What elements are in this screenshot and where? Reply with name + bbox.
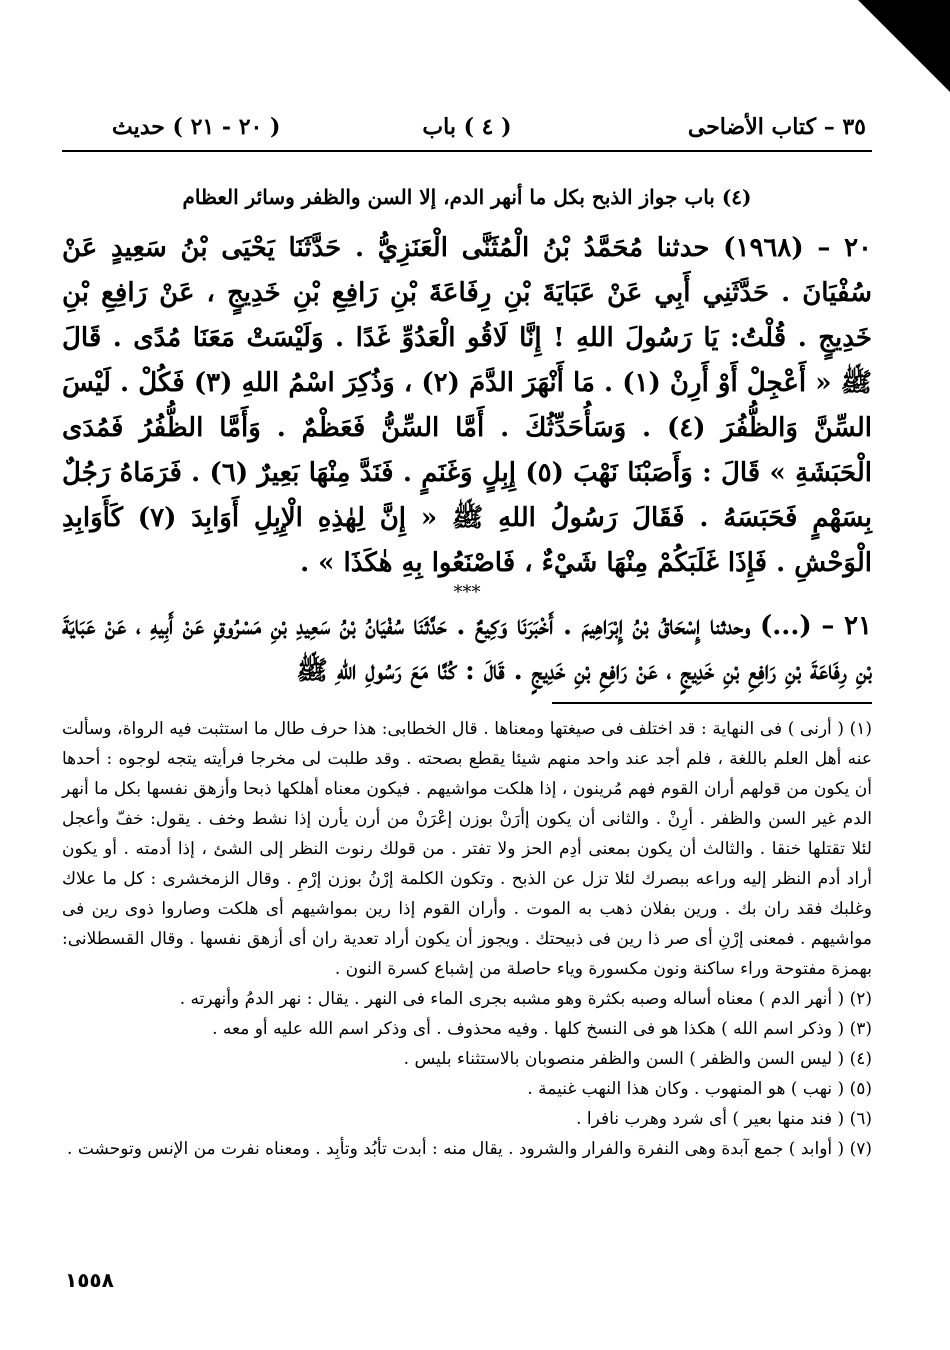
footnote-3: (٣) ( وذكر اسم الله ) هكذا هو فى النسخ كلها . وفيه محذوف . أى وذكر اسم الله عليه أو معه . — [212, 1019, 872, 1039]
footnote-rule — [552, 702, 872, 704]
hadith-21: ٢١ – (...) وحدثنا إِسْحَاقُ بْنُ إِبْرَاهِيمَ . أَخْبَرَنَا وَكِيعٌ . حَدَّثَنَا سُفْيَانُ بْنُ سَعِيدِ بْنِ مَسْرُوقٍ عَنْ أَبِيهِ ، عَنْ عَبَايَةَ بْنِ رِفَاعَةَ بْنِ رَافِعِ بْنِ خَدِيجٍ ، عَنْ رَافِعِ بْنِ خَدِيجٍ . قَالَ : كُنَّا مَعَ رَسُولِ اللهِ ﷺ — [62, 611, 872, 686]
header-hadith-range: ( ٢٠ - ٢١ ) حديث — [112, 114, 281, 140]
section-separator: *** — [453, 582, 481, 603]
header-chapter: ( ٤ ) باب — [422, 114, 512, 140]
footnote-2: (٢) ( أنهر الدم ) معناه أساله وصبه بكثرة وهو مشبه بجرى الماء فى النهر . يقال : نهر الدمُ وأنهرته . — [179, 989, 872, 1009]
footnote-1: (١) ( أرنى ) فى النهاية : قد اختلف فى صيغتها ومعناها . قال الخطابى: هذا حرف طال ما استثبت فيه الرواة، وسألت عنه أهل العلم باللغة ، فلم أجد عند واحد منهم شيئا يقطع بصحته . وقد طلبت لى مخرجا فرأيته يتجه لوجوه : أحدها أن يكون من قولهم أران القوم فهم مُرينون ، إذا هلكت مواشيهم . فيكون معناه أهلكها ذبحا وأزهق نفسها بكل ما أنهر الدم غير السن والظفر . أرِنْ . والثانى أن يكون إأرَنْ بوزن إعْرَنْ من أرن يأرن إذا نشط وخف . يقول: خفّ وأعجل لئلا تقتلها خنقا . والثالث أن يكون بمعنى أدِم الحز ولا تفتر . من قولك رنوت النظر إلى الشئ ، إذا أدمته . أو يكون أراد أدم النظر إليه وراعه ببصرك لئلا تزل عن الذبح . وتكون الكلمة إرْنُ بوزن إرْمِ . وقال الزمخشرى : كل ما علاك وغلبك فقد ران بك . ورين بفلان ذهب به الموت . وأران القوم إذا رين بمواشيهم أى هلكت وصاروا ذوى رين فى مواشيهم . فمعنى إرْنِ أى صر ذا رين فى ذبيحتك . ويجوز أن يكون أراد تعدية ران أى أزهق نفسها . وقال القسطلانى: بهمزة مفتوحة وراء ساكنة ونون مكسورة وياء حاصلة من إشباع كسرة النون . — [62, 719, 872, 979]
page-corner-mark — [858, 0, 950, 92]
header-book-title: ٣٥ – كتاب الأضاحى — [687, 114, 866, 140]
footnotes — [62, 714, 872, 1164]
page-number: ١٥٥٨ — [65, 1268, 114, 1292]
footnote-6: (٦) ( فند منها بعير ) أى شرد وهرب نافرا . — [576, 1109, 872, 1129]
footnote-5: (٥) ( نهب ) هو المنهوب . وكان هذا النهب غنيمة . — [527, 1079, 872, 1099]
running-header — [62, 110, 872, 152]
footnote-7: (٧) ( أوابد ) جمع آبدة وهى النفرة والفرار والشرود . يقال منه : أبدت تأبُد وتأبِد . ومعناه نفرت من الإنس وتوحشت . — [67, 1139, 872, 1159]
chapter-title: (٤) باب جواز الذبح بكل ما أنهر الدم، إلا السن والظفر وسائر العظام — [182, 185, 752, 209]
hadith-20: ٢٠ – (١٩٦٨) حدثنا مُحَمَّدُ بْنُ الْمُثَنَّى الْعَنَزِيُّ . حَدَّثَنَا يَحْيَى بْنُ سَعِيدٍ عَنْ سُفْيَانَ . حَدَّثَنِي أَبِي عَنْ عَبَايَةَ بْنِ رِفَاعَةَ بْنِ رَافِعِ بْنِ خَدِيجٍ ، عَنْ رَافِعِ بْنِ خَدِيجٍ . قُلْتُ: يَا رَسُولَ اللهِ ! إِنَّا لَاقُو الْعَدُوِّ غَدًا . وَلَيْسَتْ مَعَنَا مُدًى . قَالَ ﷺ « أَعْجِلْ أَوْ أَرِنْ (١) . مَا أَنْهَرَ الدَّمَ (٢) ، وَذُكِرَ اسْمُ اللهِ (٣) فَكُلْ . لَيْسَ السِّنَّ وَالظُّفُرَ (٤) . وَسَأُحَدِّثُكَ . أَمَّا السِّنُّ فَعَظْمٌ . وَأَمَّا الظُّفُرُ فَمُدَى الْحَبَشَةِ » قَالَ : وَأَصَبْنَا نَهْبَ (٥) إِبِلٍ وَغَنَمٍ . فَنَدَّ مِنْهَا بَعِيرٌ (٦) . فَرَمَاهُ رَجُلٌ بِسَهْمٍ فَحَبَسَهُ . فَقَالَ رَسُولُ اللهِ ﷺ « إِنَّ لِهٰذِهِ الْإِبِلِ أَوَابِدَ (٧) كَأَوَابِدِ الْوَحْشِ . فَإِذَا غَلَبَكُمْ مِنْهَا شَيْءٌ ، فَاصْنَعُوا بِهِ هٰكَذَا » . — [62, 233, 873, 578]
footnote-4: (٤) ( ليس السن والظفر ) السن والظفر منصوبان بالاستثناء بليس . — [403, 1049, 872, 1069]
page — [62, 110, 872, 1164]
